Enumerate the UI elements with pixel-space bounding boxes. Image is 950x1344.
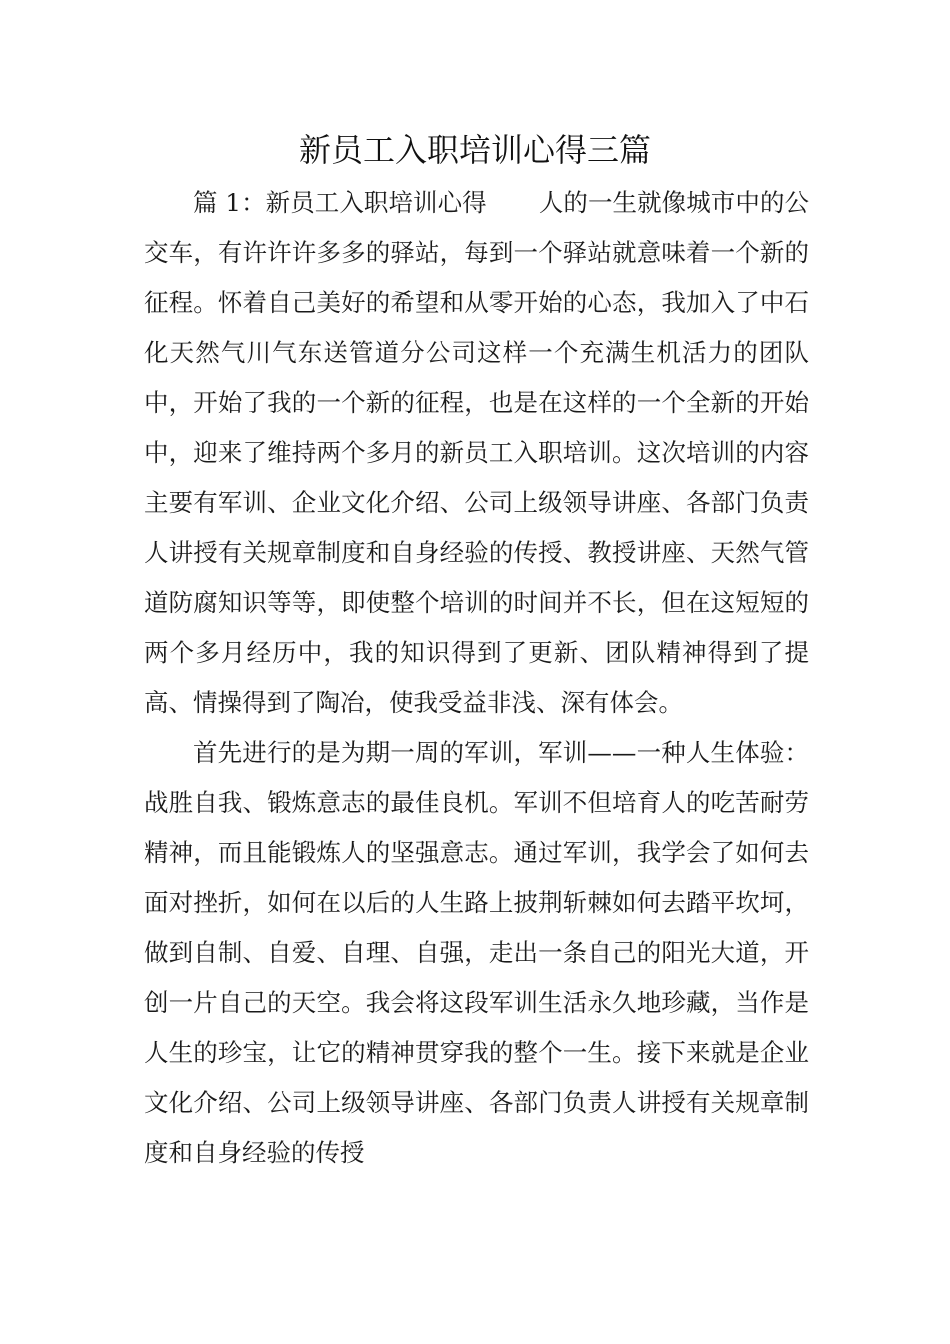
paragraph-1-text: 人的一生就像城市中的公交车，有许许许多多的驿站，每到一个驿站就意味着一个新的征程。怀着自己美好的希望和从零开始的心态，我加入了中石化天然气川气东送管道分公司这样一个充满生机活力的团队中，开始了我的一个新的征程，也是在这样的一个全新的开始中，迎来了维持两个多月的新员工入职培训。这次培训的内容主要有军训、企业文化介绍、公司上级领导讲座、各部门负责人讲授有关规章制度和自身经验的传授、教授讲座、天然气管道防腐知识等等，即使整个培训的时间并不长，但在这短短的两个多月经历中，我的知识得到了更新、团队精神得到了提高、情操得到了陶冶，使我受益非浅、深有体会。: [144, 188, 810, 717]
section-heading: 篇 1：新员工入职培训心得: [193, 188, 487, 217]
paragraph-2: [144, 728, 809, 1178]
paragraph-1: [144, 178, 809, 728]
paragraph-2-text: 首先进行的是为期一周的军训，军训——一种人生体验：战胜自我、锻炼意志的最佳良机。军训不但培育人的吃苦耐劳精神，而且能锻炼人的坚强意志。通过军训，我学会了如何去面对挫折，如何在以后的人生路上披荆斩棘如何去踏平坎坷，做到自制、自爱、自理、自强，走出一条自己的阳光大道，开创一片自己的天空。我会将这段军训生活永久地珍藏，当作是人生的珍宝，让它的精神贯穿我的整个一生。接下来就是企业文化介绍、公司上级领导讲座、各部门负责人讲授有关规章制度和自身经验的传授: [144, 738, 809, 1167]
document-body: [144, 178, 809, 1178]
document-title: 新员工入职培训心得三篇: [298, 131, 651, 169]
